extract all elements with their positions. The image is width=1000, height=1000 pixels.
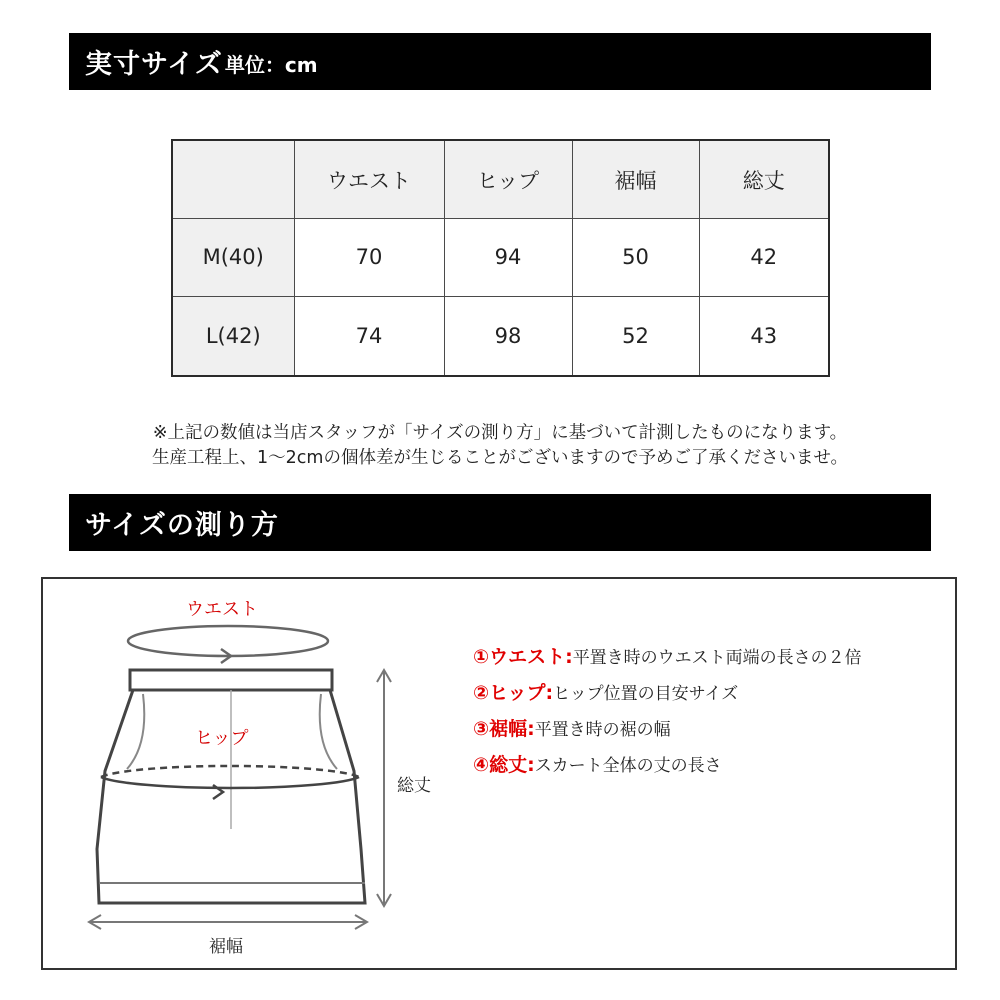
size-table <box>171 139 830 377</box>
legend-key: ③裾幅: <box>473 717 535 740</box>
how-to-measure-banner <box>69 494 931 551</box>
legend-key: ④総丈: <box>473 753 535 776</box>
hip-ellipse-front <box>101 777 359 788</box>
table-header-row <box>172 140 829 219</box>
legend-item-length <box>473 745 862 781</box>
legend-desc: ヒップ位置の目安サイズ <box>553 683 739 704</box>
legend-key: ①ウエスト: <box>473 645 573 668</box>
note-line-2: 生産工程上、1〜2cmの個体差が生じることがございますので予めご了承くださいませ。 <box>152 448 848 468</box>
legend-item-hip <box>473 673 862 709</box>
measurement-diagram-box <box>41 577 957 970</box>
measurement-notes <box>40 421 960 471</box>
table-header-hip: ヒップ <box>444 140 572 219</box>
table-header-corner <box>172 140 294 219</box>
pocket-left <box>127 694 144 769</box>
table-cell: 94 <box>444 219 572 297</box>
measurement-legend <box>473 637 862 781</box>
table-cell: 43 <box>699 296 829 376</box>
waist-label: ウエスト <box>186 599 258 620</box>
waistband-shape <box>130 670 332 690</box>
table-row <box>172 296 829 376</box>
legend-desc: スカート全体の丈の長さ <box>534 755 722 776</box>
legend-key: ②ヒップ: <box>473 681 554 704</box>
waist-ellipse <box>128 626 328 656</box>
row-size-label: L(42) <box>172 296 294 376</box>
legend-item-hem <box>473 709 862 745</box>
table-cell: 50 <box>572 219 699 297</box>
note-line-1: ※上記の数値は当店スタッフが「サイズの測り方」に基づいて計測したものになります。 <box>152 423 848 443</box>
row-size-label: M(40) <box>172 219 294 297</box>
hem-label: 裾幅 <box>209 937 243 957</box>
table-header-length: 総丈 <box>699 140 829 219</box>
hip-ellipse-back <box>101 766 359 777</box>
table-header-hem: 裾幅 <box>572 140 699 219</box>
legend-desc: 平置き時のウエスト両端の長さの２倍 <box>572 647 862 668</box>
size-header-unit: 単位：cm <box>224 53 318 77</box>
size-header-banner <box>69 33 931 90</box>
length-label: 総丈 <box>397 776 431 796</box>
hip-label: ヒップ <box>195 728 249 749</box>
legend-desc: 平置き時の裾の幅 <box>534 719 671 740</box>
how-to-measure-title: サイズの測り方 <box>85 510 279 541</box>
legend-item-waist <box>473 637 862 673</box>
size-header-title: 実寸サイズ <box>85 49 223 80</box>
table-cell: 52 <box>572 296 699 376</box>
table-cell: 98 <box>444 296 572 376</box>
table-cell: 70 <box>294 219 444 297</box>
table-row <box>172 219 829 297</box>
table-cell: 74 <box>294 296 444 376</box>
table-header-waist: ウエスト <box>294 140 444 219</box>
table-cell: 42 <box>699 219 829 297</box>
